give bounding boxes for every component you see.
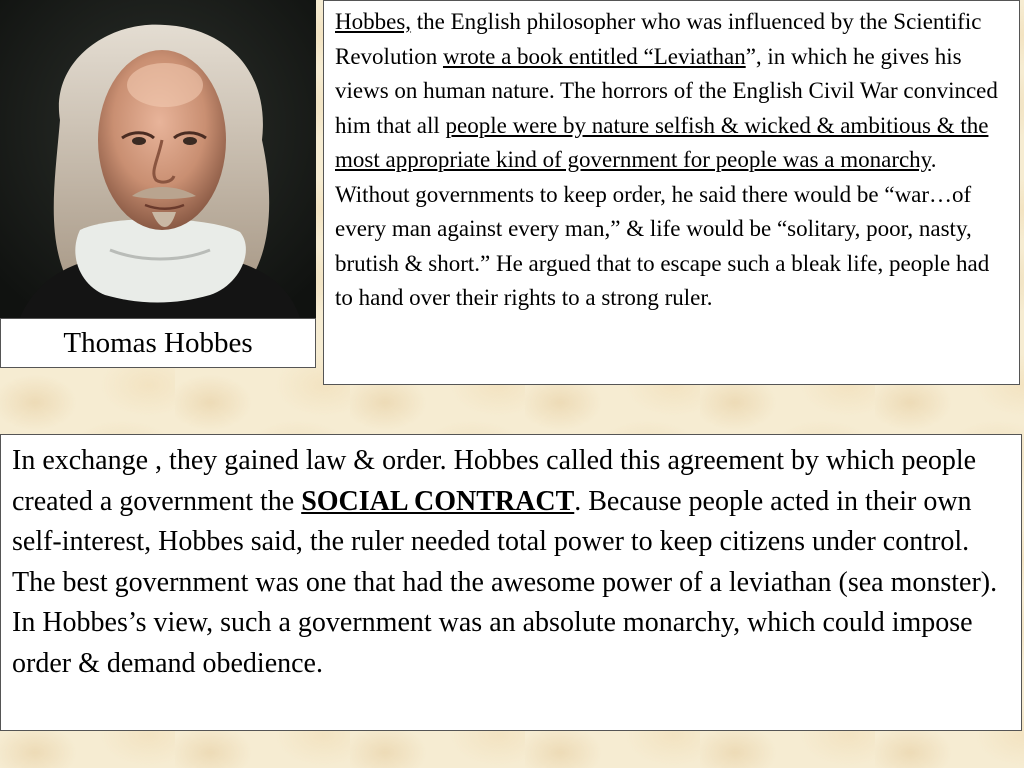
bio-text-3: . Without governments to keep order, he said there would be “war…of every man against every man,” & life would be “solitary, poor, nasty, brutish & short.” He argued that to escape such a bleak life, people had to hand over their rights to a strong ruler. — [335, 147, 990, 310]
portrait-image — [0, 0, 316, 318]
social-contract-keyword: SOCIAL CONTRACT — [301, 485, 575, 517]
social-contract-text-box — [0, 434, 1022, 731]
bio-name: Hobbes, — [335, 9, 412, 34]
bio-text-1: the English philosopher who was influenced by the Scientific Revolution — [335, 9, 982, 69]
bio-text-2: ”, in which he gives his views on human nature. The horrors of the English Civil War convinced him that all — [335, 43, 998, 138]
caption-text: Thomas Hobbes — [63, 326, 253, 359]
bio-underline-2: people were by nature selfish & wicked & ambitious & the most appropriate kind of government for people was a monarchy — [335, 112, 989, 172]
bio-text-box — [323, 0, 1020, 385]
bio-underline-1: wrote a book entitled “Leviathan — [442, 43, 746, 69]
main-text-1: In exchange , they gained law & order. Hobbes called this agreement by which people created a government the — [12, 445, 977, 517]
portrait-caption — [0, 318, 316, 368]
main-text-2: . Because people acted in their own self-interest, Hobbes said, the ruler needed total power to keep citizens under control. The best government was one that had the awesome power of a leviathan (sea monster). In Hobbes’s view, such a government was an absolute monarchy, which could impose order & demand obedience. — [12, 485, 998, 679]
hobbes-portrait — [0, 0, 316, 318]
